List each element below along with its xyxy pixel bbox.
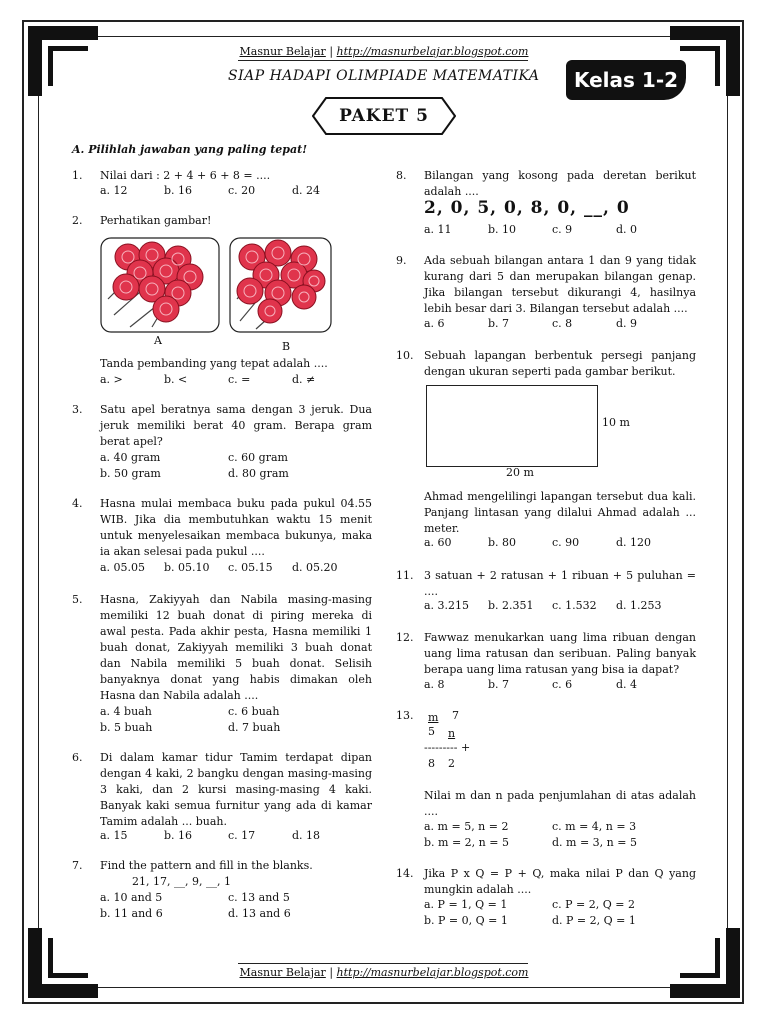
option-b[interactable]: b. 5 buah <box>100 721 153 734</box>
question-text: Bilangan yang kosong pada deretan berikut adalah .... <box>424 169 696 198</box>
footer-author: Masnur Belajar <box>239 966 326 979</box>
question-text: Perhatikan gambar! <box>100 214 212 227</box>
question-number: 10. <box>396 349 414 362</box>
question-text: Di dalam kamar tidur Tamim terdapat dipan dengan 4 kaki, 2 bangku dengan masing-masing 3 kaki, dan 2 kursi masing-masing 4 kaki. Banyak kaki semua furnitur yang ada di kamar Tamim adalah ... buah. <box>100 751 372 828</box>
option-b[interactable]: b. < <box>164 373 188 386</box>
option-d[interactable]: d. 0 <box>616 223 638 236</box>
option-b[interactable]: b. 7 <box>488 678 510 691</box>
option-a[interactable]: a. > <box>100 373 123 386</box>
option-d[interactable]: d. 05.20 <box>292 561 338 574</box>
number-sequence: 2, 0, 5, 0, 8, 0, __, 0 <box>424 198 630 218</box>
option-d[interactable]: d. 24 <box>292 184 321 197</box>
option-c[interactable]: c. 8 <box>552 317 573 330</box>
option-b[interactable]: b. m = 2, n = 5 <box>424 836 509 849</box>
right-column: 8. Bilangan yang kosong pada deretan berikut adalah .... 2, 0, 5, 0, 8, 0, __, 0 a. 11 b. 10 c. 9 d. 0 9. Ada sebuah bilangan antara 1 dan 9 yang tidak kurang dari 5 dan merupakan bilangan genap. Jika bilangan tersebut dikurangi 4, hasilnya lebih besar dari 3. Bilangan tersebut adalah .... a. 6 b. 7 c. 8 d. 9 10. Sebuah lapangan berbentuk persegi panjang dengan ukuran seperti pada gambar berikut. 10 m 20 m Ahmad mengelilingi lapangan tersebut dua kali. Panjang lintasan yang dilalui Ahmad adalah ... meter. a. 60 b. 80 c. 90 d. 120 11. 3 satuan + 2 ratusan + 1 ribuan + 5 puluhan = .... a. 3.215 b. 2.351 c. 1.532 d. 1.253 12. Fawwaz menukarkan uang lima ribuan dengan uang lima ratusan dan seribuan. Paling banyak berapa uang lima ratusan yang bisa ia dapat? a. 8 b. 7 c. 6 d. 4 13. m 7 5 n --------- + 8 2 Nilai m dan n pada penjumlahan di atas adalah .... a. m = 5, n = 2 c. m = 4, n = 3 b. m = 2, n = 5 d. m = 3, n = 5 14. Jika P x Q = P + Q, maka nilai P dan Q yang mungkin adalah .... a. P = 1, Q = 1 c. P = 2, Q = 2 b. P = 0, Q = 1 d. P = 2, Q = 1 <box>396 169 696 927</box>
option-c[interactable]: c. 9 <box>552 223 573 236</box>
option-c[interactable]: c. 17 <box>228 829 256 842</box>
option-c[interactable]: c. 20 <box>228 184 256 197</box>
option-b[interactable]: b. 11 and 6 <box>100 907 163 920</box>
option-d[interactable]: d. 80 gram <box>228 467 289 480</box>
option-d[interactable]: d. 120 <box>616 536 652 549</box>
header-url[interactable]: http://masnurbelajar.blogspot.com <box>336 45 529 58</box>
question-number: 1. <box>72 169 83 182</box>
option-c[interactable]: c. P = 2, Q = 2 <box>552 898 635 911</box>
question-text: Ahmad mengelilingi lapangan tersebut dua kali. Panjang lintasan yang dilalui Ahmad adalah ... meter. <box>424 490 696 535</box>
question-text: Hasna, Zakiyyah dan Nabila masing-masing memiliki 12 buah donat di piring mereka di awal pesta. Pada akhir pesta, Hasna memiliki 1 buah donat, Zakiyyah memiliki 3 buah donat dan Nabila memiliki 5 buah donat. Selisih banyaknya donat yang habis dimakan oleh Hasna dan Nabila adalah .... <box>100 593 372 702</box>
picture-label-b: B <box>282 340 291 353</box>
number-pattern: 21, 17, __, 9, __, 1 <box>132 875 231 888</box>
rectangle-height-label: 10 m <box>602 416 630 429</box>
option-b[interactable]: b. 16 <box>164 184 193 197</box>
option-c[interactable]: c. 90 <box>552 536 580 549</box>
option-d[interactable]: d. 7 buah <box>228 721 281 734</box>
option-b[interactable]: b. 80 <box>488 536 517 549</box>
option-c[interactable]: c. 13 and 5 <box>228 891 290 904</box>
question-text: Nilai m dan n pada penjumlahan di atas adalah .... <box>424 789 696 818</box>
option-c[interactable]: c. 6 <box>552 678 573 691</box>
option-a[interactable]: a. P = 1, Q = 1 <box>424 898 508 911</box>
option-d[interactable]: d. 13 and 6 <box>228 907 291 920</box>
option-b[interactable]: b. 50 gram <box>100 467 161 480</box>
option-a[interactable]: a. 4 buah <box>100 705 152 718</box>
option-d[interactable]: d. 4 <box>616 678 638 691</box>
rectangle-width-label: 20 m <box>506 466 534 479</box>
question-number: 4. <box>72 497 83 510</box>
option-b[interactable]: b. 10 <box>488 223 517 236</box>
footer-rule <box>238 963 528 964</box>
package-text: PAKET 5 <box>339 106 429 126</box>
grade-badge: Kelas 1-2 <box>566 60 686 100</box>
option-a[interactable]: a. 10 and 5 <box>100 891 163 904</box>
question-number: 13. <box>396 709 414 722</box>
option-a[interactable]: a. 15 <box>100 829 128 842</box>
option-a[interactable]: a. 3.215 <box>424 599 470 612</box>
option-a[interactable]: a. 8 <box>424 678 445 691</box>
question-number: 8. <box>396 169 407 182</box>
question-text: Ada sebuah bilangan antara 1 dan 9 yang tidak kurang dari 5 dan merupakan bilangan genap. Jika bilangan tersebut dikurangi 4, hasilnya lebih besar dari 3. Bilangan tersebut adalah .... <box>424 254 696 315</box>
option-d[interactable]: d. ≠ <box>292 373 316 386</box>
option-b[interactable]: b. 7 <box>488 317 510 330</box>
question-number: 3. <box>72 403 83 416</box>
option-a[interactable]: a. 12 <box>100 184 128 197</box>
header-author: Masnur Belajar <box>239 45 326 58</box>
page-title: SIAP HADAPI OLIMPIADE MATEMATIKA <box>228 68 540 84</box>
footer-separator: | <box>329 966 334 979</box>
page-footer <box>0 966 768 979</box>
option-c[interactable]: c. 60 gram <box>228 451 288 464</box>
option-c[interactable]: c. m = 4, n = 3 <box>552 820 637 833</box>
question-text: Sebuah lapangan berbentuk persegi panjang dengan ukuran seperti pada gambar berikut. <box>424 349 696 378</box>
question-number: 7. <box>72 859 83 872</box>
option-b[interactable]: b. 05.10 <box>164 561 210 574</box>
option-d[interactable]: d. 18 <box>292 829 321 842</box>
option-d[interactable]: d. 1.253 <box>616 599 662 612</box>
question-text: Hasna mulai membaca buku pada pukul 04.55 WIB. Jika dia membutuhkan waktu 15 menit untuk menyelesaikan membaca bukunya, maka ia akan selesai pada pukul .... <box>100 497 372 558</box>
option-b[interactable]: b. 2.351 <box>488 599 534 612</box>
option-b[interactable]: b. 16 <box>164 829 193 842</box>
question-text: Tanda pembanding yang tepat adalah .... <box>100 357 328 370</box>
question-text: 3 satuan + 2 ratusan + 1 ribuan + 5 puluhan = .... <box>424 569 696 598</box>
picture-label-a: A <box>154 334 162 347</box>
question-text: Nilai dari : 2 + 4 + 6 + 8 = .... <box>100 169 271 182</box>
question-text: Fawwaz menukarkan uang lima ribuan dengan uang lima ratusan dan seribuan. Paling banyak berapa uang lima ratusan yang bisa ia dapat? <box>424 631 696 676</box>
option-a[interactable]: a. 05.05 <box>100 561 146 574</box>
footer-url[interactable]: http://masnurbelajar.blogspot.com <box>336 966 529 979</box>
option-c[interactable]: c. 05.15 <box>228 561 273 574</box>
option-a[interactable]: a. 6 <box>424 317 445 330</box>
question-text: Satu apel beratnya sama dengan 3 jeruk. Dua jeruk memiliki berat 40 gram. Berapa gram berat apel? <box>100 403 372 448</box>
question-number: 11. <box>396 569 414 582</box>
question-number: 9. <box>396 254 407 267</box>
option-a[interactable]: a. 11 <box>424 223 452 236</box>
question-number: 6. <box>72 751 83 764</box>
header-separator: | <box>329 45 334 58</box>
option-a[interactable]: a. 60 <box>424 536 452 549</box>
left-column <box>72 0 372 1024</box>
instruction: A. Pilihlah jawaban yang paling tepat! <box>72 143 308 156</box>
question-number: 14. <box>396 867 414 880</box>
question-number: 12. <box>396 631 414 644</box>
option-a[interactable]: a. m = 5, n = 2 <box>424 820 509 833</box>
field-rectangle <box>426 385 598 467</box>
option-d[interactable]: d. P = 2, Q = 1 <box>552 914 636 927</box>
option-c[interactable]: c. 6 buah <box>228 705 280 718</box>
question-text: Find the pattern and fill in the blanks. <box>100 859 313 872</box>
lollipop-picture <box>100 237 332 345</box>
question-number: 5. <box>72 593 83 606</box>
option-c[interactable]: c. = <box>228 373 251 386</box>
question-number: 2. <box>72 214 83 227</box>
option-a[interactable]: a. 40 gram <box>100 451 161 464</box>
option-d[interactable]: d. m = 3, n = 5 <box>552 836 637 849</box>
question-text: Jika P x Q = P + Q, maka nilai P dan Q yang mungkin adalah .... <box>424 867 696 896</box>
option-d[interactable]: d. 9 <box>616 317 638 330</box>
option-c[interactable]: c. 1.532 <box>552 599 597 612</box>
option-b[interactable]: b. P = 0, Q = 1 <box>424 914 508 927</box>
